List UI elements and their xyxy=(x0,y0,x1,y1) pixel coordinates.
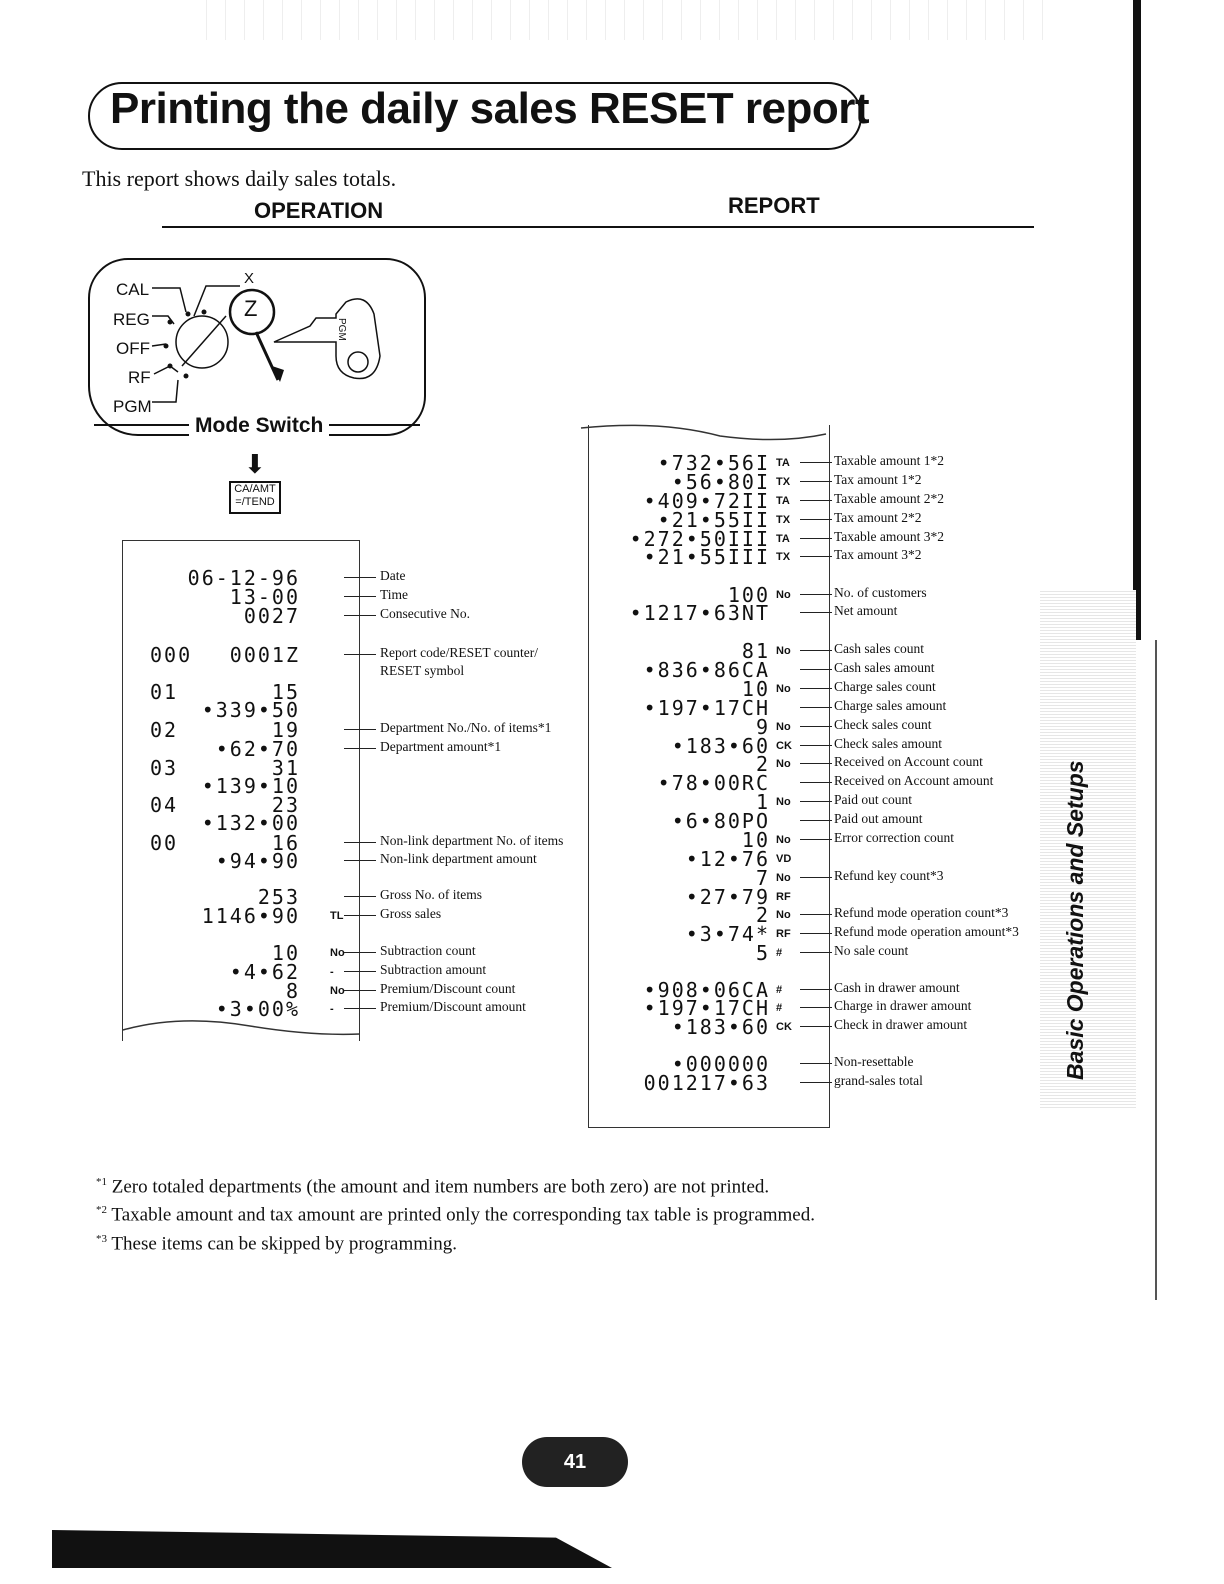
receipt-2-label: Paid out count xyxy=(834,792,912,807)
leader-line xyxy=(344,1008,376,1009)
receipt-1-value: 15 xyxy=(271,680,300,704)
receipt-2-value: •197•17CH xyxy=(643,996,770,1020)
receipt-2-value: •836•86CA xyxy=(643,658,770,682)
receipt-1-label: Non-link department No. of items xyxy=(380,833,564,848)
leader-line xyxy=(800,1063,832,1064)
mode-pos-pgm: PGM xyxy=(113,397,152,416)
receipt-2-value: 5 xyxy=(755,941,770,965)
receipt-1-symbol: TL xyxy=(330,910,344,922)
receipt-2-symbol: RF xyxy=(776,928,791,940)
receipt-2-label: Refund key count*3 xyxy=(834,868,944,883)
receipt-2-label: No sale count xyxy=(834,943,909,958)
leader-line xyxy=(800,801,832,802)
mode-x-mark: X xyxy=(244,270,255,287)
receipt-1-code: 01 xyxy=(150,680,179,704)
receipt-1-label: Report code/RESET counter/ xyxy=(380,645,538,660)
receipt-2-label: Taxable amount 3*2 xyxy=(834,529,945,544)
receipt-1-label: Premium/Discount amount xyxy=(380,999,526,1014)
receipt-2-label: No. of customers xyxy=(834,585,927,600)
leader-line xyxy=(800,669,832,670)
receipt-2-symbol: TA xyxy=(776,533,790,545)
receipt-1-value: 19 xyxy=(271,718,300,742)
receipt-1-value: 06-12-96 xyxy=(187,566,300,590)
receipt-1-label: Non-link department amount xyxy=(380,851,537,866)
receipt-2-value: 2 xyxy=(755,752,770,776)
receipt-1-symbol: - xyxy=(330,966,334,978)
receipt-1-value: •94•90 xyxy=(215,849,300,873)
key-line-1: CA/AMT xyxy=(234,483,276,495)
receipt-1-code: 02 xyxy=(150,718,179,742)
receipt-1-label: Department amount*1 xyxy=(380,739,502,754)
leader-line xyxy=(800,1007,832,1008)
footnote-text: These items can be skipped by programming. xyxy=(111,1233,458,1255)
receipt-1-symbol: No xyxy=(330,985,345,997)
receipt-1-value: 253 xyxy=(257,885,300,909)
leader-line xyxy=(800,688,832,689)
leader-line xyxy=(800,820,832,821)
receipt-2-symbol: TA xyxy=(776,495,790,507)
receipt-2-symbol: TX xyxy=(776,514,791,526)
receipt-1-value: •62•70 xyxy=(215,737,300,761)
receipt-2-value: •272•50III xyxy=(629,527,770,551)
receipt-2-symbol: CK xyxy=(776,1021,792,1033)
receipt-1-value: •139•10 xyxy=(201,774,300,798)
receipt-1-value: 16 xyxy=(271,831,300,855)
receipt-2-symbol: No xyxy=(776,683,791,695)
receipt-2-value: •21•55II xyxy=(657,508,770,532)
leader-line xyxy=(344,654,376,655)
receipt-1-value: 0027 xyxy=(243,604,300,628)
receipt-2-value: •27•79 xyxy=(685,885,770,909)
receipt-1-value: 31 xyxy=(271,756,300,780)
leader-line xyxy=(800,594,832,595)
leader-line xyxy=(800,914,832,915)
receipt-2-label: Cash in drawer amount xyxy=(834,980,960,995)
receipt-2-symbol: No xyxy=(776,909,791,921)
leader-line xyxy=(800,989,832,990)
receipt-2-label: Cash sales amount xyxy=(834,660,935,675)
leader-line xyxy=(344,990,376,991)
leader-line xyxy=(800,538,832,539)
receipt-2-symbol: TA xyxy=(776,457,790,469)
leader-line xyxy=(800,612,832,613)
receipt-1-value: •339•50 xyxy=(201,698,300,722)
leader-line xyxy=(344,896,376,897)
receipt-2-label: Check in drawer amount xyxy=(834,1017,968,1032)
receipt-2-symbol: No xyxy=(776,589,791,601)
leader-line xyxy=(800,481,832,482)
mode-pos-cal: CAL xyxy=(116,280,150,299)
mode-pos-off: OFF xyxy=(116,339,150,358)
receipt-2-symbol: No xyxy=(776,872,791,884)
page-number: 41 xyxy=(522,1437,628,1487)
key-label: PGM xyxy=(336,318,347,341)
scan-noise xyxy=(200,0,1060,40)
receipt-1-label: RESET symbol xyxy=(380,663,465,678)
leader-line xyxy=(800,877,832,878)
leader-line xyxy=(344,748,376,749)
footnote-text: Zero totaled departments (the amount and item numbers are both zero) are not printed. xyxy=(111,1176,770,1198)
receipt-2-value: •197•17CH xyxy=(643,696,770,720)
receipt-1-code: 00 xyxy=(150,831,179,855)
receipt-2-label: grand-sales total xyxy=(834,1073,923,1088)
receipt-2-label: Charge sales count xyxy=(834,679,936,694)
leader-line xyxy=(344,860,376,861)
page-title: Printing the daily sales RESET report xyxy=(110,84,870,133)
receipt-1-value: 13-00 xyxy=(229,585,300,609)
leader-line xyxy=(800,952,832,953)
leader-line xyxy=(344,577,376,578)
leader-line xyxy=(800,556,832,557)
receipt-2-label: Received on Account count xyxy=(834,754,983,769)
receipt-2-value: 1 xyxy=(755,790,770,814)
leader-line xyxy=(344,615,376,616)
receipt-2-value: 001217•63 xyxy=(643,1071,770,1095)
receipt-2-label: Charge in drawer amount xyxy=(834,998,972,1013)
down-arrow-icon: ⬇ xyxy=(244,450,266,479)
receipt-2-label: Check sales count xyxy=(834,717,932,732)
receipt-2-label: Refund mode operation count*3 xyxy=(834,905,1009,920)
mode-pos-rf: RF xyxy=(128,368,151,387)
right-page-edge-thin xyxy=(1155,640,1157,1300)
receipt-1-label: Time xyxy=(380,587,409,602)
receipt-1-symbol: - xyxy=(330,1003,334,1015)
receipt-2-value: •21•55III xyxy=(643,545,770,569)
receipt-1-label: Gross No. of items xyxy=(380,887,482,902)
receipt-2-value: •12•76 xyxy=(685,847,770,871)
receipt-2-symbol: No xyxy=(776,758,791,770)
receipt-1-code: 03 xyxy=(150,756,179,780)
receipt-2-symbol: TX xyxy=(776,476,791,488)
leader-line xyxy=(344,971,376,972)
receipt-2-symbol: No xyxy=(776,834,791,846)
receipt-2-value: 10 xyxy=(741,828,770,852)
leader-line xyxy=(800,1026,832,1027)
receipt-2-value: •183•60 xyxy=(671,1015,770,1039)
footnote-2 xyxy=(96,1204,815,1226)
receipt-1-label: Date xyxy=(380,568,406,583)
receipt-2-value: 2 xyxy=(755,903,770,927)
receipt-1-symbol: No xyxy=(330,947,345,959)
mode-pos-reg: REG xyxy=(113,310,150,329)
mode-selected-z: Z xyxy=(244,296,258,321)
receipt-2-value: 7 xyxy=(755,866,770,890)
footnote-mark: *3 xyxy=(96,1233,107,1245)
leader-line xyxy=(800,763,832,764)
footnote-mark: *1 xyxy=(96,1176,107,1188)
leader-line xyxy=(800,839,832,840)
receipt-2-label: Error correction count xyxy=(834,830,954,845)
receipt-2-symbol: No xyxy=(776,721,791,733)
receipt-1-label: Consecutive No. xyxy=(380,606,470,621)
receipt-2-label: Tax amount 1*2 xyxy=(834,472,922,487)
receipt-1-label: Department No./No. of items*1 xyxy=(380,720,552,735)
leader-line xyxy=(344,842,376,843)
footnote-3 xyxy=(96,1233,457,1255)
receipt-1-value: 10 xyxy=(271,941,300,965)
leader-line xyxy=(344,952,376,953)
mode-switch-dial-icon xyxy=(140,270,400,410)
receipt-1-label: Subtraction amount xyxy=(380,962,487,977)
leader-line xyxy=(344,729,376,730)
receipt-2-symbol: # xyxy=(776,1002,783,1014)
receipt-2-value: •409•72II xyxy=(643,489,770,513)
receipt-2-value: •6•80PO xyxy=(671,809,770,833)
receipt-1-label: Premium/Discount count xyxy=(380,981,516,996)
footnote-1 xyxy=(96,1176,769,1198)
footnote-text: Taxable amount and tax amount are printed only the corresponding tax table is programmed. xyxy=(111,1204,815,1226)
intro-text: This report shows daily sales totals. xyxy=(82,166,397,191)
receipt-2-label: Check sales amount xyxy=(834,736,942,751)
receipt-2-symbol: VD xyxy=(776,853,792,865)
receipt-2-value: •3•74* xyxy=(685,922,770,946)
receipt-2-torn-edge xyxy=(580,418,830,448)
receipt-2-value: •000000 xyxy=(671,1052,770,1076)
receipt-2-symbol: No xyxy=(776,645,791,657)
receipt-2-value: •1217•63NT xyxy=(629,601,770,625)
receipt-2-value: •183•60 xyxy=(671,734,770,758)
receipt-1-value: 1146•90 xyxy=(201,904,300,928)
receipt-1-value: •132•00 xyxy=(201,811,300,835)
leader-line xyxy=(344,915,376,916)
leader-line xyxy=(800,933,832,934)
receipt-1-label: Subtraction count xyxy=(380,943,476,958)
right-page-edge xyxy=(1133,0,1141,640)
mode-switch-label: Mode Switch xyxy=(189,414,329,438)
leader-line xyxy=(800,745,832,746)
receipt-2-value: •732•56I xyxy=(657,451,770,475)
receipt-2-label: Tax amount 3*2 xyxy=(834,547,922,562)
leader-line xyxy=(800,1082,832,1083)
receipt-2-label: Non-resettable xyxy=(834,1054,914,1069)
receipt-2-label: Paid out amount xyxy=(834,811,923,826)
receipt-1-value: 0001Z xyxy=(229,643,300,667)
receipt-2-symbol: CK xyxy=(776,740,792,752)
receipt-2-value: 9 xyxy=(755,715,770,739)
ca-amt-tend-key xyxy=(229,481,281,514)
receipt-2-value: 81 xyxy=(741,639,770,663)
receipt-2-label: Cash sales count xyxy=(834,641,924,656)
receipt-1-value: 23 xyxy=(271,793,300,817)
side-tab-text: Basic Operations and Setups xyxy=(1062,760,1088,1080)
receipt-1-value: •3•00% xyxy=(215,997,300,1021)
leader-line xyxy=(344,596,376,597)
receipt-2-label: Received on Account amount xyxy=(834,773,994,788)
receipt-2-value: 100 xyxy=(727,583,770,607)
receipt-2-symbol: # xyxy=(776,947,783,959)
receipt-2-value: •78•00RC xyxy=(657,771,770,795)
receipt-1-label: Gross sales xyxy=(380,906,442,921)
leader-line xyxy=(800,462,832,463)
report-heading: REPORT xyxy=(728,193,820,218)
receipt-2-symbol: No xyxy=(776,796,791,808)
receipt-1-code: 04 xyxy=(150,793,179,817)
receipt-1-value: •4•62 xyxy=(229,960,300,984)
receipt-2-label: Charge sales amount xyxy=(834,698,947,713)
receipt-2-label: Taxable amount 2*2 xyxy=(834,491,945,506)
leader-line xyxy=(800,707,832,708)
receipt-2-label: Tax amount 2*2 xyxy=(834,510,922,525)
receipt-2-label: Taxable amount 1*2 xyxy=(834,453,945,468)
receipt-1-code: 000 xyxy=(150,643,193,667)
receipt-2-symbol: TX xyxy=(776,551,791,563)
receipt-1-value: 8 xyxy=(285,979,300,1003)
leader-line xyxy=(800,650,832,651)
bottom-scan-bar xyxy=(52,1530,612,1568)
receipt-2-label: Refund mode operation amount*3 xyxy=(834,924,1019,939)
receipt-2-label: Net amount xyxy=(834,603,898,618)
receipt-2-value: 10 xyxy=(741,677,770,701)
leader-line xyxy=(800,726,832,727)
receipt-2-symbol: # xyxy=(776,984,783,996)
footnote-mark: *2 xyxy=(96,1204,107,1216)
receipt-2-value: •56•80I xyxy=(671,470,770,494)
operation-heading: OPERATION xyxy=(254,198,384,223)
leader-line xyxy=(800,782,832,783)
heading-rule xyxy=(162,226,1034,228)
leader-line xyxy=(800,500,832,501)
receipt-2-value: •908•06CA xyxy=(643,978,770,1002)
receipt-2-symbol: RF xyxy=(776,891,791,903)
leader-line xyxy=(800,519,832,520)
key-line-2: =/TEND xyxy=(235,496,275,508)
